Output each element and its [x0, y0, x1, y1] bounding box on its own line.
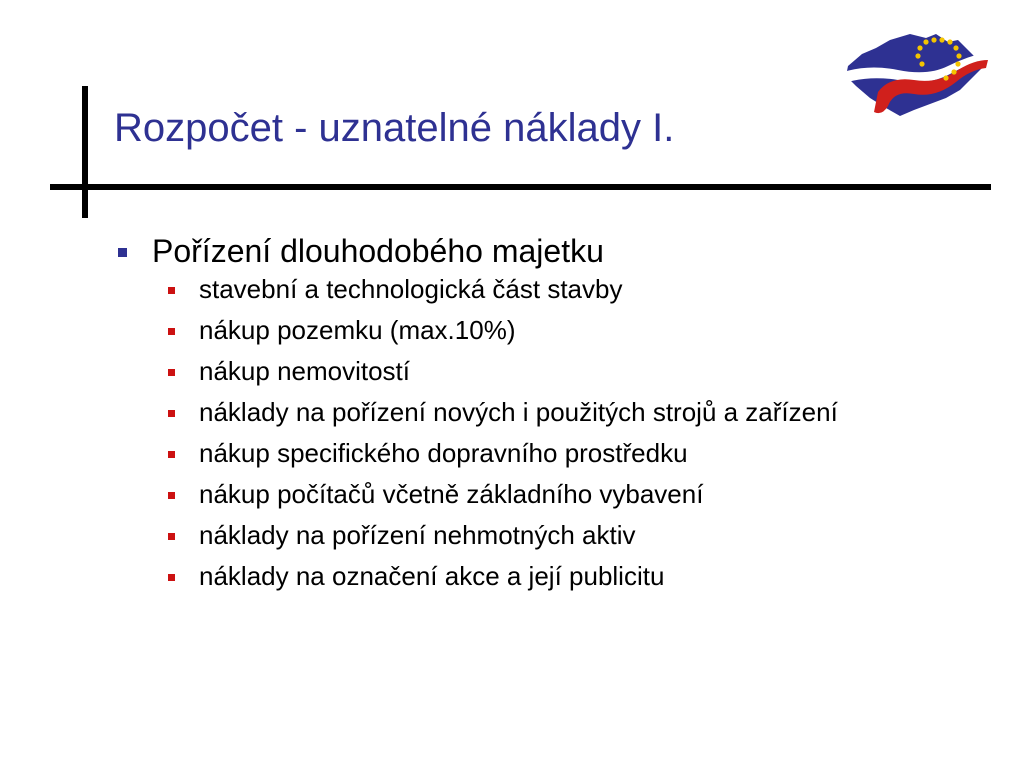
square-bullet-icon	[168, 533, 175, 540]
sub-bullet-item	[168, 397, 998, 427]
title-vertical-rule	[82, 86, 88, 218]
sub-bullet-item	[168, 315, 998, 345]
title-horizontal-rule	[50, 184, 991, 190]
sub-bullet-item	[168, 520, 998, 550]
sub-bullet-item	[168, 274, 998, 304]
sub-bullet-text: nákup specifického dopravního prostředku	[199, 438, 688, 468]
main-bullet-item	[118, 230, 998, 272]
square-bullet-icon	[168, 410, 175, 417]
sub-bullet-item	[168, 438, 998, 468]
square-bullet-icon	[168, 369, 175, 376]
sub-bullet-text: náklady na označení akce a její publicitu	[199, 561, 665, 591]
square-bullet-icon	[118, 248, 127, 257]
slide-content	[118, 230, 998, 602]
square-bullet-icon	[168, 574, 175, 581]
main-bullet-text: Pořízení dlouhodobého majetku	[152, 233, 604, 269]
square-bullet-icon	[168, 451, 175, 458]
sub-bullet-text: náklady na pořízení nehmotných aktiv	[199, 520, 636, 550]
slide-title: Rozpočet - uznatelné náklady I.	[114, 106, 675, 150]
sub-bullet-text: nákup pozemku (max.10%)	[199, 315, 516, 345]
sub-bullet-item	[168, 561, 998, 591]
sub-bullet-item	[168, 479, 998, 509]
sub-bullet-text: stavební a technologická část stavby	[199, 274, 623, 304]
square-bullet-icon	[168, 328, 175, 335]
czech-eu-map-logo-icon	[818, 28, 990, 122]
sub-bullet-text: nákup počítačů včetně základního vybavení	[199, 479, 704, 509]
sub-bullet-item	[168, 356, 998, 386]
square-bullet-icon	[168, 492, 175, 499]
sub-bullet-text: náklady na pořízení nových i použitých strojů a zařízení	[199, 397, 838, 427]
square-bullet-icon	[168, 287, 175, 294]
sub-bullet-text: nákup nemovitostí	[199, 356, 411, 386]
